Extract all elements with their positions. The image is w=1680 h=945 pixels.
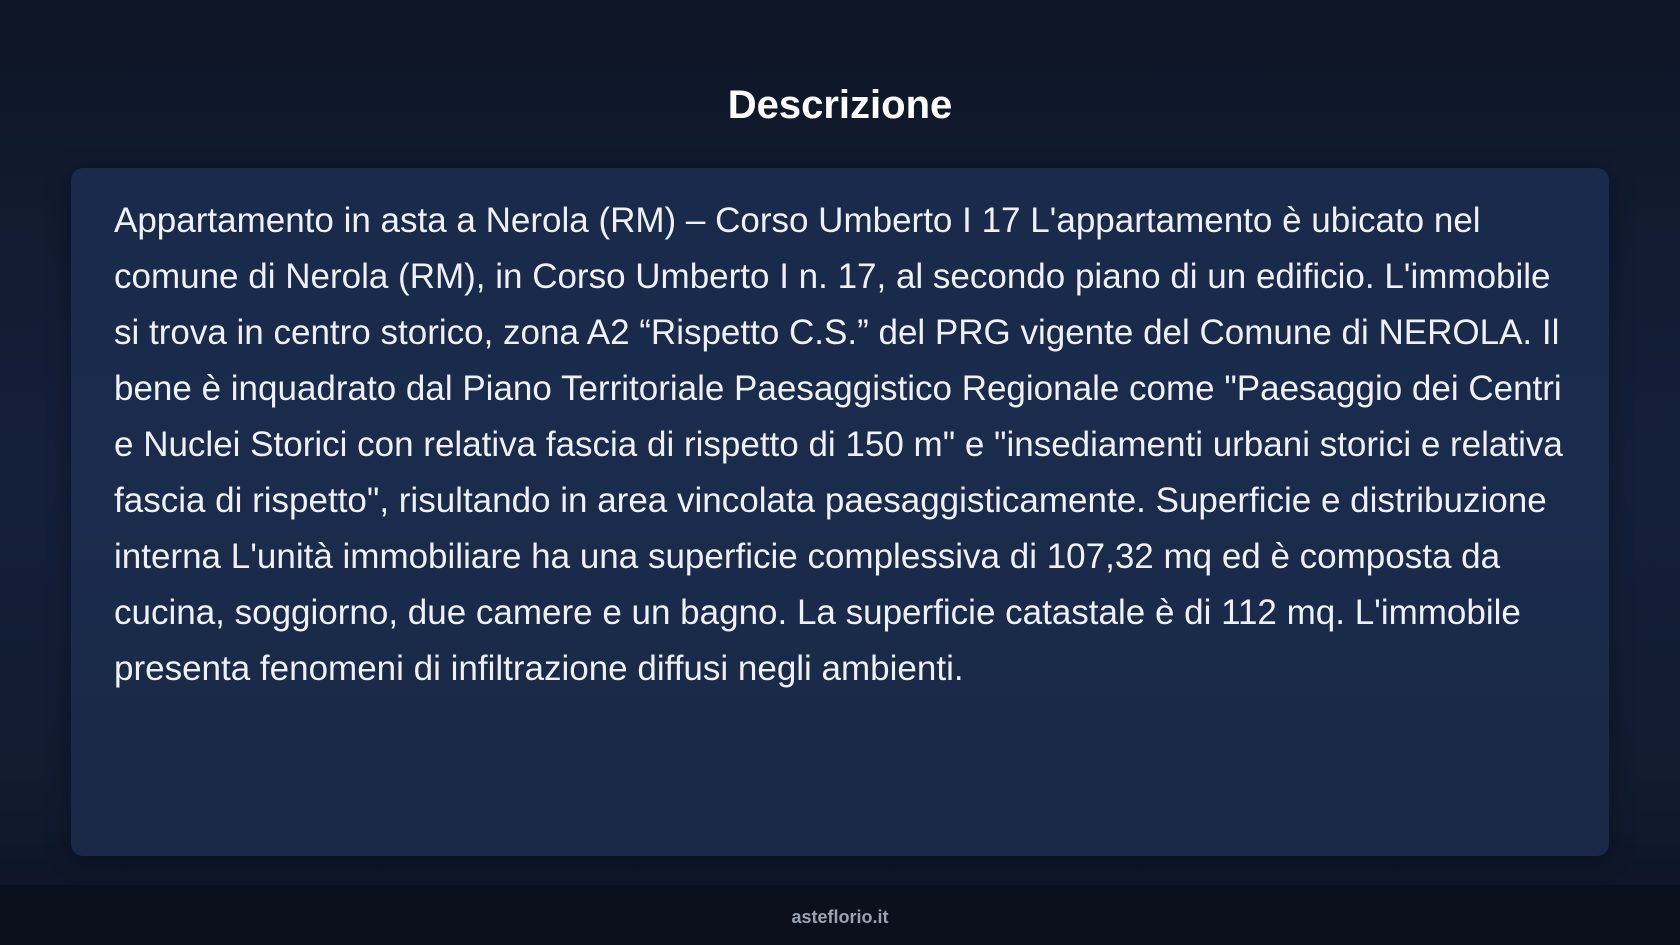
top-band xyxy=(0,0,1680,64)
description-card xyxy=(71,168,1609,856)
description-text: Appartamento in asta a Nerola (RM) – Corso Umberto I 17 L'appartamento è ubicato nel comune di Nerola (RM), in Corso Umberto I n. 17, al secondo piano di un edificio. L'immobile si trova in centro storico, zona A2 “Rispetto C.S.” del PRG vigente del Comune di NEROLA. Il bene è inquadrato dal Piano Territoriale Paesaggistico Regionale come "Paesaggio dei Centri e Nuclei Storici con relativa fascia di rispetto di 150 m" e "insediamenti urbani storici e relativa fascia di rispetto", risultando in area vincolata paesaggisticamente. Superficie e distribuzione interna L'unità immobiliare ha una superficie complessiva di 107,32 mq ed è composta da cucina, soggiorno, due camere e un bagno. La superficie catastale è di 112 mq. L'immobile presenta fenomeni di infiltrazione diffusi negli ambienti. xyxy=(114,201,1563,688)
page-title: Descrizione xyxy=(727,83,953,127)
footer-site-label: asteflorio.it xyxy=(791,907,889,927)
